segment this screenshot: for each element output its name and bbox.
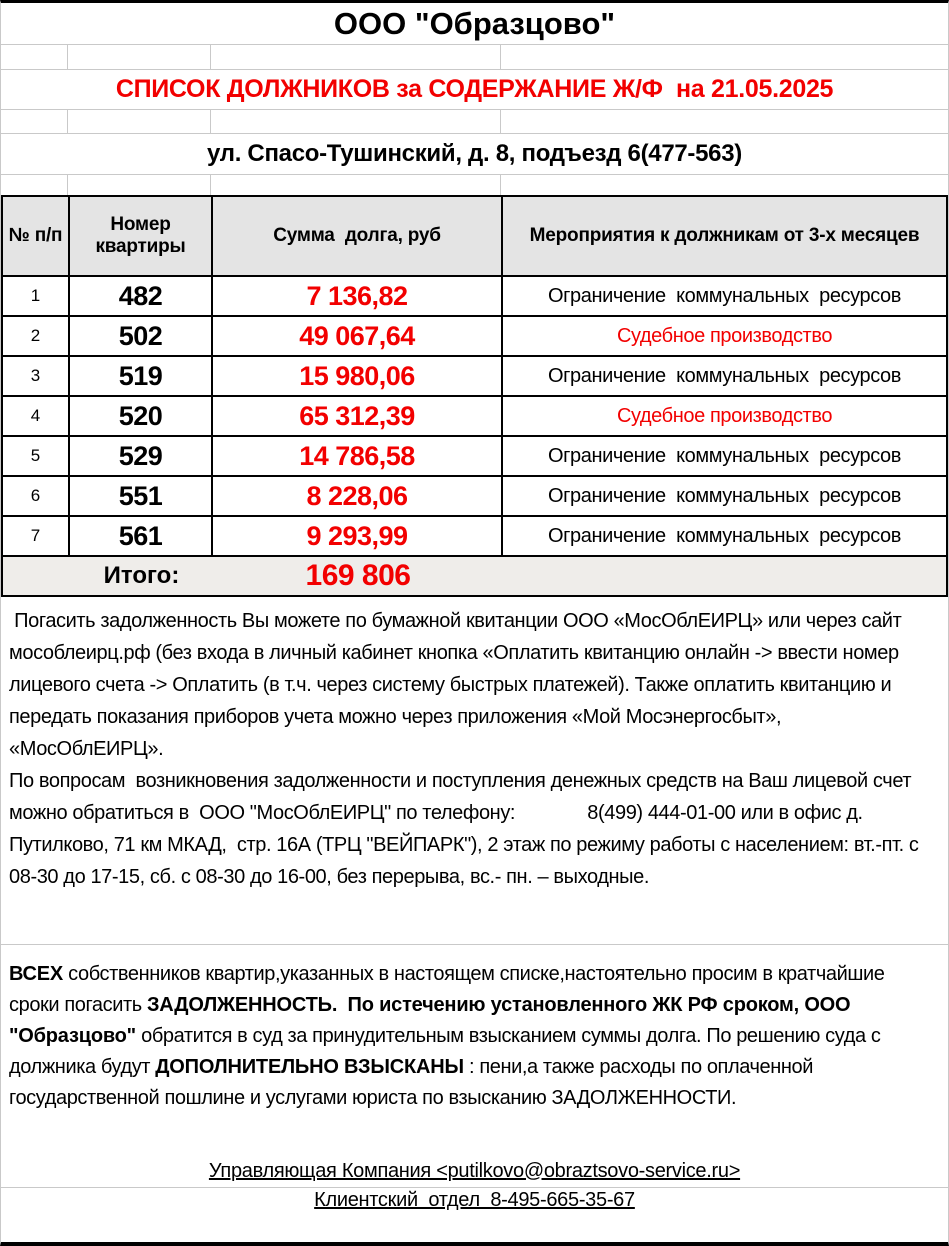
debtors-table-body: [2, 276, 947, 556]
debt-amount-cell: 7 136,82: [212, 276, 502, 316]
debt-amount-cell: 9 293,99: [212, 516, 502, 556]
spacer-row: [1, 175, 948, 195]
warning-text: [1, 945, 948, 1155]
debtor-row: [2, 516, 947, 556]
client-department-phone-link[interactable]: Клиентский отдел 8-495-665-35-67: [314, 1189, 635, 1211]
spacer-cell: [501, 175, 948, 195]
warning-text-segment: обратится в суд за принудительным взысканием суммы долга. По решению суда с должника будут: [9, 1025, 886, 1078]
apartment-number-cell: 529: [69, 436, 212, 476]
debtor-row: [2, 316, 947, 356]
row-number-cell: 1: [2, 276, 69, 316]
spacer-cell: [211, 110, 501, 133]
company-title: ООО "Образцово": [1, 3, 948, 45]
debt-amount-cell: 65 312,39: [212, 396, 502, 436]
debtor-row: [2, 476, 947, 516]
debt-amount-cell: 49 067,64: [212, 316, 502, 356]
row-number-cell: 3: [2, 356, 69, 396]
list-header: СПИСОК ДОЛЖНИКОВ за СОДЕРЖАНИЕ Ж/Ф на 21.05.2025: [1, 70, 948, 110]
spacer-cell: [1, 175, 68, 195]
warning-bold-debt: ЗАДОЛЖЕННОСТЬ.: [146, 994, 338, 1016]
warning-bold-penalties: ДОПОЛНИТЕЛЬНО ВЗЫСКАНЫ: [155, 1056, 464, 1078]
debtor-action-cell: Ограничение коммунальных ресурсов: [502, 276, 947, 316]
total-value: 169 806: [305, 559, 411, 592]
col-header-num: № п/п: [2, 196, 69, 276]
spacer-cell: [68, 110, 211, 133]
debt-amount-cell: 8 228,06: [212, 476, 502, 516]
row-number-cell: 2: [2, 316, 69, 356]
footer-client-department-row: [1, 1188, 948, 1213]
spacer-row: [1, 110, 948, 134]
row-number-cell: 7: [2, 516, 69, 556]
debtor-row: [2, 276, 947, 316]
warning-bold-deadline: По истечению установленного ЖК РФ сроком, ООО "Образцово": [9, 994, 856, 1047]
warning-text-segment: [337, 994, 347, 1016]
spacer-cell: [1, 110, 68, 133]
debtor-action-cell: Ограничение коммунальных ресурсов: [502, 436, 947, 476]
apartment-number-cell: 561: [69, 516, 212, 556]
spacer-cell: [1, 45, 68, 69]
debt-amount-cell: 15 980,06: [212, 356, 502, 396]
debt-amount-cell: 14 786,58: [212, 436, 502, 476]
spacer-cell: [68, 45, 211, 69]
warning-text-segment: собственников квартир,указанных в настоящем списке,настоятельно просим в кратчайшие сроки погасить: [9, 963, 890, 1016]
debtor-action-cell: Ограничение коммунальных ресурсов: [502, 516, 947, 556]
col-header-amount: Сумма долга, руб: [212, 196, 502, 276]
col-header-actions: Мероприятия к должникам от 3-х месяцев: [502, 196, 947, 276]
apartment-number-cell: 502: [69, 316, 212, 356]
building-address: ул. Спасо-Тушинский, д. 8, подъезд 6(477-563): [1, 134, 948, 175]
col-header-apartment: Номер квартиры: [69, 196, 212, 276]
management-company-email-link[interactable]: Управляющая Компания <putilkovo@obraztsovo-service.ru>: [208, 1159, 741, 1182]
row-number-cell: 5: [2, 436, 69, 476]
debtor-action-cell: Ограничение коммунальных ресурсов: [502, 476, 947, 516]
debtors-table: [1, 195, 948, 597]
debtor-row: [2, 396, 947, 436]
spacer-cell: [501, 110, 948, 133]
debtor-action-cell: Судебное производство: [502, 316, 947, 356]
debtor-action-cell: Ограничение коммунальных ресурсов: [502, 356, 947, 396]
debtor-row: [2, 436, 947, 476]
spacer-cell: [211, 175, 501, 195]
spacer-cell: [501, 45, 948, 69]
row-number-cell: 4: [2, 396, 69, 436]
spacer-row: [1, 45, 948, 70]
payment-info-paragraph-2: По вопросам возникновения задолженности и поступления денежных средств на Ваш лицевой счет можно обратиться в ООО "МосОблЕИРЦ" по телефону: 8(499) 444-01-00 или в офис д. Путилково, 71 км МКАД, стр. 16А (ТРЦ "ВЕЙПАРК"), 2 этаж по режиму работы с населением: вт.-пт. с 08-30 до 17-15, сб. с 08-30 до 16-00, без перерыва, вс.- пн. – выходные.: [9, 770, 924, 888]
row-number-cell: 6: [2, 476, 69, 516]
total-row: [2, 556, 947, 596]
apartment-number-cell: 551: [69, 476, 212, 516]
warning-bold-vsekh: ВСЕХ: [9, 963, 64, 985]
spacer-cell: [211, 45, 501, 69]
payment-info-text: [1, 597, 948, 945]
debtor-row: [2, 356, 947, 396]
spacer-cell: [68, 175, 211, 195]
apartment-number-cell: 482: [69, 276, 212, 316]
apartment-number-cell: 520: [69, 396, 212, 436]
footer-management-company-row: [1, 1155, 948, 1188]
payment-info-paragraph-1: Погасить задолженность Вы можете по бумажной квитанции ООО «МосОблЕИРЦ» или через сайт мособлеирц.рф (без входа в личный кабинет кнопка «Оплатить квитанцию онлайн -> ввести номер лицевого счета -> Оплатить (в т.ч. через систему быстрых платежей). Также оплатить квитанцию и передать показания приборов учета можно через приложения «Мой Мосэнергосбыт», «МосОблЕИРЦ».: [9, 610, 907, 760]
apartment-number-cell: 519: [69, 356, 212, 396]
total-label: Итого:: [103, 562, 180, 589]
debtors-table-header: [2, 196, 947, 276]
warning-text-segment: : пени,а также расходы по оплаченной государственной пошлине и услугами юриста по взысканию ЗАДОЛЖЕННОСТИ.: [9, 1056, 819, 1109]
debtor-action-cell: Судебное производство: [502, 396, 947, 436]
